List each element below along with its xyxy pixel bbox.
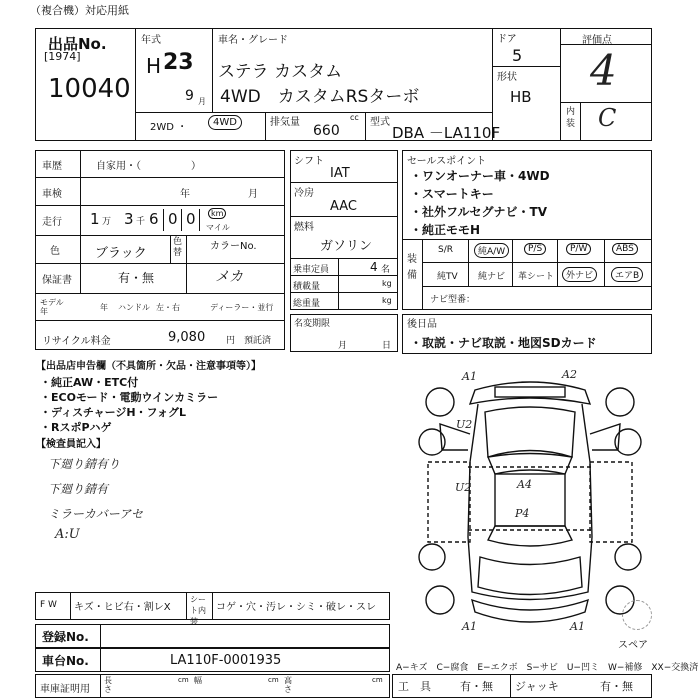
inspector-note-2: 下廻り錆有 [48, 482, 109, 496]
aircon-value: AAC [330, 199, 357, 214]
equip-aw: 純A/W [474, 243, 509, 258]
aircon-label: 冷房 [294, 188, 314, 199]
car-label: 車名・グレード [218, 35, 288, 46]
reg-change-label: 名変期限 [294, 319, 331, 329]
recycle-value: 9,080 [168, 330, 206, 345]
sales-item-3: ・社外フルセグナビ・TV [410, 205, 547, 219]
shape-label: 形状 [497, 72, 517, 83]
recycle-label: リサイクル料金 [42, 336, 111, 347]
car-grade: 4WD カスタムRSターボ [220, 87, 420, 107]
equip-navi: 純ナビ [478, 272, 506, 282]
equip-pw: P/W [566, 243, 591, 255]
modelyear-year: 年 [100, 303, 108, 312]
dealer-value: ディーラー・並行 [210, 303, 274, 312]
spare-tire-icon [622, 600, 652, 630]
model-label: 型式 [370, 117, 390, 128]
sales-item-2: ・スマートキー [410, 187, 494, 201]
cert-cm-1: cm [178, 676, 189, 684]
navi-model-label: ナビ型番： [430, 295, 476, 305]
model-value: DBA －LA110F [392, 124, 501, 142]
inspection-year: 年 [180, 189, 190, 200]
cert-cm-2: cm [268, 676, 279, 684]
mileage-label: 走行 [42, 217, 62, 228]
sales-item-1: ・ワンオーナー車・4WD [410, 169, 550, 183]
fuel-value: ガソリン [320, 239, 373, 254]
inspection-label: 車検 [42, 189, 62, 200]
year-label: 年式 [141, 35, 161, 46]
declaration-item-4: ・RスポPハゲ [40, 421, 112, 434]
weight-label: 総重量 [293, 299, 321, 309]
tools-value: 有・無 [460, 680, 493, 693]
interior-value: C [598, 104, 617, 132]
interior-state-value: コゲ・穴・汚レ・シミ・破レ・スレ [216, 602, 376, 613]
inspector-label: 【検査員記入】 [36, 439, 106, 450]
mileage-d1: 1 [90, 210, 100, 228]
fw-value: キズ・ヒビ右・割レX [74, 602, 171, 613]
interior-state-label: シート内装 [190, 595, 206, 626]
reg-change-month: 月 [338, 341, 348, 351]
mark-u2-mid: U2 [455, 481, 472, 494]
warranty-note: メカ [215, 269, 243, 285]
capacity-unit: 名 [381, 265, 391, 275]
inspector-note-4: A:U [55, 527, 80, 542]
tools-label: 工 具 [398, 680, 431, 693]
aftermarket-value: ・取説・ナビ取説・地図SDカード [410, 336, 597, 350]
mark-p4: P4 [515, 507, 530, 520]
equip-sr: S/R [438, 245, 453, 255]
color-label: 色 [50, 246, 60, 257]
declaration-item-1: ・純正AW・ETC付 [40, 376, 139, 389]
drive-2wd: 2WD ・ [150, 122, 188, 133]
fw-label: F W [40, 600, 57, 610]
doors-label: ドア [497, 34, 517, 45]
lot-label: 出品No. [48, 35, 107, 53]
mark-a4: A4 [517, 478, 532, 491]
mileage-d3: 6 [149, 210, 159, 228]
mark-a1-bl: A1 [462, 620, 477, 633]
sales-label: セールスポイント [407, 156, 487, 167]
disp-value: 660 [313, 123, 340, 139]
warranty-value: 有・無 [118, 271, 155, 285]
declaration-item-3: ・ディスチャージH・フォグL [40, 406, 187, 419]
capacity-label: 乗車定員 [293, 265, 330, 275]
disp-label: 排気量 [270, 117, 300, 128]
declaration-label: 【出品店申告欄（不具箇所・欠品・注意事項等）】 [36, 361, 261, 372]
handle-label: ハンドル [118, 303, 150, 312]
reg-change-day: 日 [382, 341, 392, 351]
warranty-label: 保証書 [42, 275, 72, 286]
mileage-d2: 3 [124, 210, 134, 228]
jack-value: 有・無 [600, 680, 633, 693]
mark-a1-top: A1 [462, 370, 477, 383]
lot-number: 10040 [48, 74, 131, 104]
equip-abs: ABS [612, 243, 638, 255]
year-month: 9 [185, 88, 194, 104]
damage-legend: A−キズ C−腐食 E−エクボ S−サビ U−凹ミ W−補修 XX−交換済 [396, 663, 699, 673]
chassis-label: 車台No. [42, 654, 89, 668]
shift-value: IAT [330, 166, 350, 181]
cert-wid: 幅 [194, 676, 202, 685]
score-label: 評価点 [582, 35, 612, 46]
cert-hei: 高さ [284, 676, 292, 694]
month-unit: 月 [198, 97, 206, 106]
equip-tv: 純TV [437, 272, 458, 282]
mileage-d5: 0 [186, 210, 196, 228]
doors-value: 5 [512, 46, 523, 65]
disp-unit: cc [350, 113, 359, 122]
capacity-value: 4 [370, 260, 378, 274]
handle-value: 左・右 [156, 303, 180, 312]
aftermarket-label: 後日品 [407, 319, 437, 330]
registration-label: 登録No. [42, 630, 89, 644]
jack-label: ジャッキ [515, 680, 559, 693]
drive-4wd: 4WD [208, 115, 242, 130]
shift-label: シフト [294, 156, 324, 167]
color-value: ブラック [95, 246, 147, 261]
color-no-label: カラーNo. [210, 241, 257, 252]
inspector-note-3: ミラーカバーアセ [48, 507, 144, 521]
inspection-month: 月 [248, 189, 258, 200]
cert-label: 車庫証明用 [40, 684, 90, 695]
load-label: 積載量 [293, 282, 321, 292]
mark-a1-br: A1 [570, 620, 585, 633]
sales-item-4: ・純正モモH [410, 223, 481, 237]
spare-label: スペア [618, 640, 648, 651]
year-era: H [146, 54, 162, 78]
lot-sub: [1974] [44, 50, 81, 63]
mileage-d4: 0 [168, 210, 178, 228]
form-label: （複合機）対応用紙 [30, 4, 129, 17]
mark-u2-left: U2 [456, 418, 473, 431]
recycle-status: 預託済 [244, 336, 272, 346]
recycle-unit: 円 [226, 336, 236, 346]
score-value: 4 [590, 46, 617, 95]
equip-ps: P/S [524, 243, 546, 255]
color-change-label: 色替 [173, 237, 183, 258]
shape-value: HB [510, 88, 532, 106]
load-unit: kg [382, 279, 392, 288]
mileage-km: km [208, 208, 226, 219]
equip-leather: 革シート [518, 272, 555, 282]
cert-cm-3: cm [372, 676, 383, 684]
mileage-sen: 千 [136, 217, 146, 227]
interior-label: 内装 [566, 107, 576, 129]
car-diagram [400, 362, 660, 640]
inspector-note-1: 下廻り錆有り [48, 457, 121, 471]
fuel-label: 燃料 [294, 222, 314, 233]
mark-a2-top: A2 [562, 368, 577, 381]
equip-ext-navi: 外ナビ [562, 267, 597, 282]
mileage-man: 万 [102, 217, 112, 227]
history-label: 車歴 [42, 161, 62, 172]
mileage-mile: マイル [206, 223, 230, 232]
history-value: 自家用・（ ） [96, 161, 201, 172]
declaration-item-2: ・ECOモード・電動ウインカミラー [40, 391, 219, 404]
chassis-value: LA110F-0001935 [170, 653, 282, 668]
equip-airbag: エアB [611, 267, 643, 282]
year-value: 23 [163, 50, 194, 75]
equip-label: 装備 [407, 254, 417, 281]
weight-unit: kg [382, 296, 392, 305]
car-name: ステラ カスタム [218, 62, 343, 82]
cert-len: 長さ [104, 676, 112, 694]
modelyear-label: モデル年 [40, 298, 64, 316]
